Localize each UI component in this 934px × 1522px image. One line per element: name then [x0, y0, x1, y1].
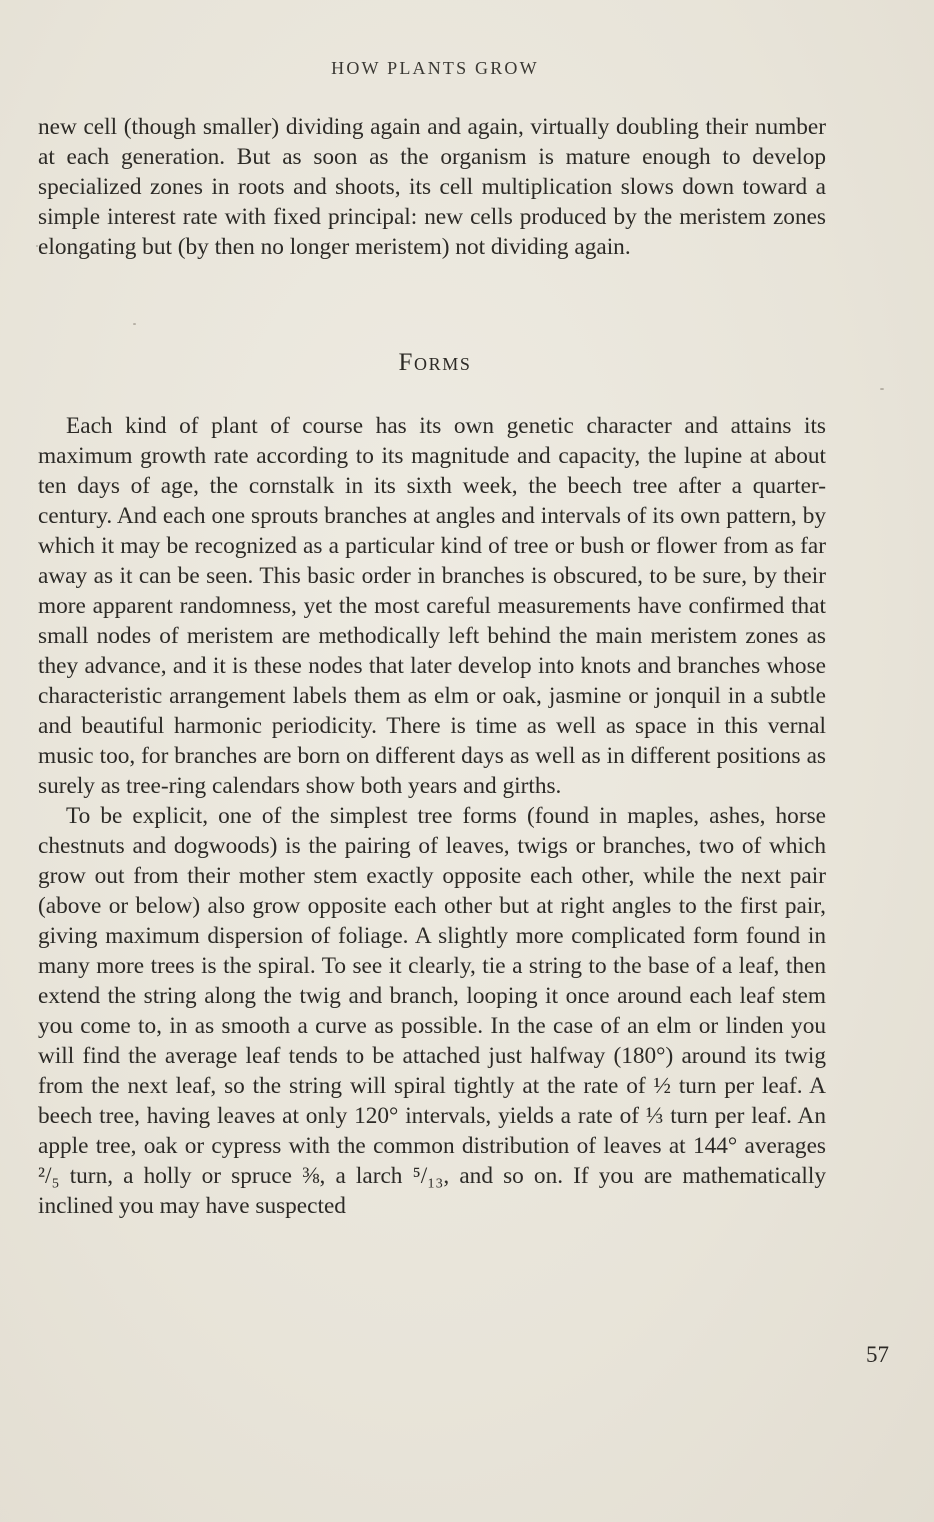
continuation-paragraph: new cell (though smaller) dividing again and again, virtually doubling their number at each generation. But as soon as the organism is mature enough to develop specialized zones in roots and shoots, its cell multiplication slows down toward a simple interest rate with fixed principal: new cells produced by the meristem zones elongating but (by then no longer meristem) not dividing again. [38, 114, 826, 260]
running-head: HOW PLANTS GROW [331, 58, 539, 78]
continuation-text-block [38, 112, 826, 262]
main-text-block [38, 411, 826, 1221]
paragraph-2: To be explicit, one of the simplest tree forms (found in maples, ashes, horse chestnuts and dogwoods) is the pairing of leaves, twigs or branches, two of which grow out from their mother stem exactly opposite each other, while the next pair (above or below) also grow opposite each other but at right angles to the first pair, giving maximum dispersion of foliage. A slightly more complicated form found in many more trees is the spiral. To see it clearly, tie a string to the base of a leaf, then extend the string along the twig and branch, looping it once around each leaf stem you come to, in as smooth a curve as possible. In the case of an elm or linden you will find the average leaf tends to be attached just halfway (180°) around its twig from the next leaf, so the string will spiral tightly at the rate of ½ turn per leaf. A beech tree, having leaves at only 120° intervals, yields a rate of ⅓ turn per leaf. An apple tree, oak or cypress with the common distribution of leaves at 144° averages ²/₅ turn, a holly or spruce ⅜, a larch ⁵/₁₃, and so on. If you are mathematically inclined you may have suspected [38, 803, 826, 1219]
section-heading: Forms [398, 349, 472, 376]
paper-speck [36, 245, 38, 247]
paper-speck [880, 388, 884, 390]
paper-speck [133, 323, 136, 325]
page-number: 57 [866, 1342, 889, 1367]
paragraph-1: Each kind of plant of course has its own genetic character and attains its maximum growth rate according to its magnitude and capacity, the lupine at about ten days of age, the cornstalk in its sixth week, the beech tree after a quarter-century. And each one sprouts branches at angles and intervals of its own pattern, by which it may be recognized as a particular kind of tree or bush or flower from as far away as it can be seen. This basic order in branches is obscured, to be sure, by their more apparent randomness, yet the most careful measurements have confirmed that small nodes of meristem are methodically left behind the main meristem zones as they advance, and it is these nodes that later develop into knots and branches whose characteristic arrangement labels them as elm or oak, jasmine or jonquil in a subtle and beautiful harmonic periodicity. There is time as well as space in this vernal music too, for branches are born on different days as well as in different positions as surely as tree-ring calendars show both years and girths. [38, 413, 826, 799]
